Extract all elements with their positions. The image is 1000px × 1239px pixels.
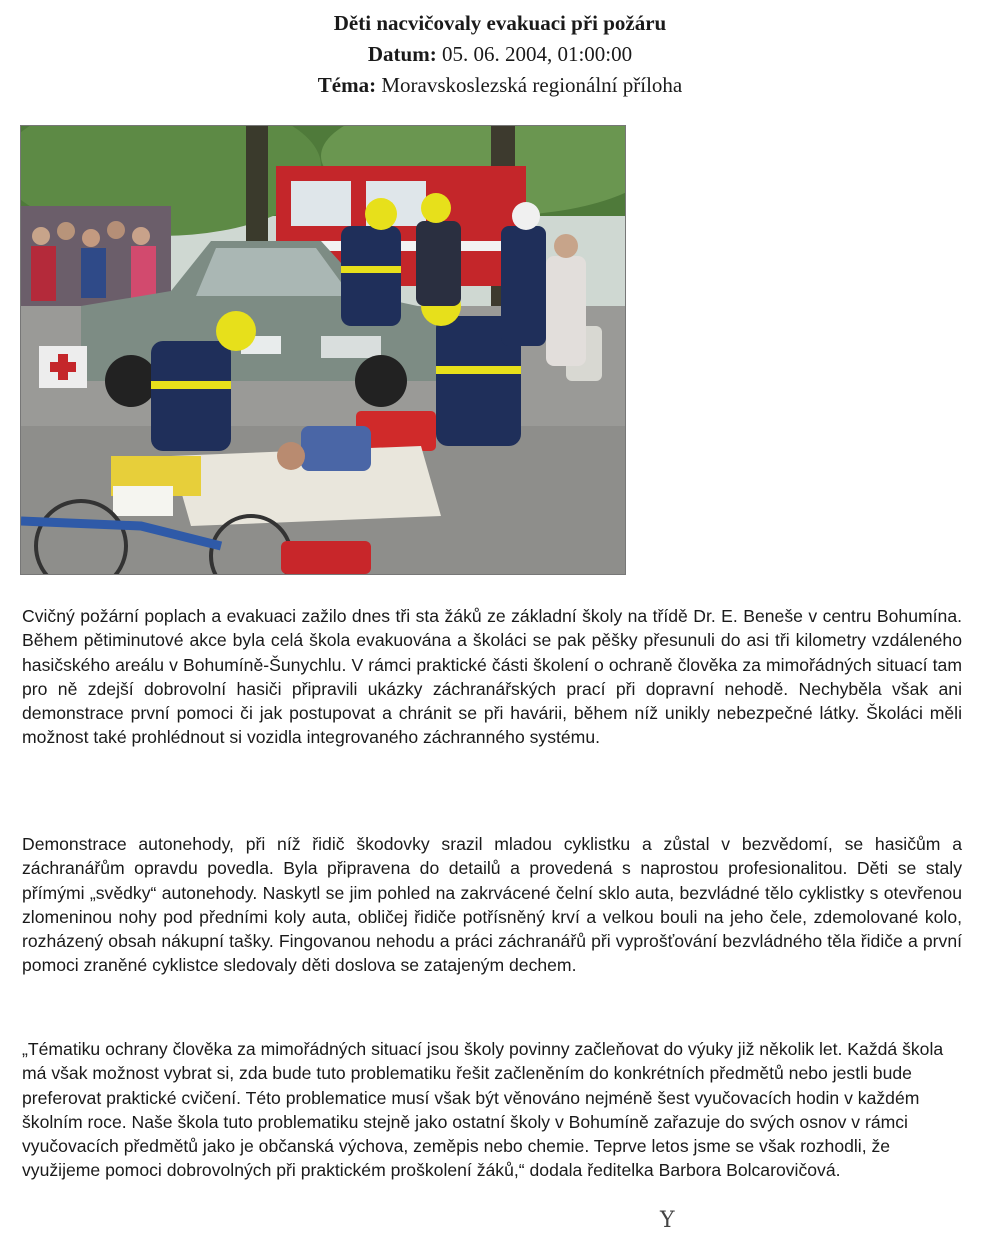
article-topic bbox=[0, 70, 1000, 101]
article-title: Děti nacvičovaly evakuaci při požáru bbox=[333, 11, 667, 35]
article-header bbox=[0, 8, 1000, 101]
date-label: Datum: bbox=[367, 42, 437, 66]
paragraph-1: Cvičný požární poplach a evakuaci zažilo dnes tři sta žáků ze základní školy na třídě Dr. E. Beneše v centru Bohumína. Během pětiminutové akce byla celá škola evakuována a školáci se pak pěšky přesunuli do asi tři kilometry vzdáleného hasičského areálu v Bohumíně-Šunychlu. V rámci praktické části školení o ochraně člověka za mimořádných situací tam pro ně zdejší dobrovolní hasiči připravili ukázky záchranářských prací při dopravní nehodě. Nechyběla však ani demonstrace první pomoci či jak postupovat a chránit se při havárii, během níž unikly nebezpečné látky. Školáci měli možnost také prohlédnout si vozidla integrovaného záchranného systému. bbox=[22, 606, 962, 748]
photo-fire-drill-icon bbox=[21, 126, 625, 574]
handwritten-mark: Y bbox=[660, 1208, 675, 1233]
topic-label: Téma: bbox=[317, 73, 377, 97]
article-photo bbox=[20, 125, 626, 575]
date-value: 05. 06. 2004, 01:00:00 bbox=[436, 42, 633, 66]
paragraph-2: Demonstrace autonehody, při níž řidič škodovky srazil mladou cyklistku a zůstal v bezvědomí, se hasičům a záchranářům opravdu povedla. Byla připravena do detailů a provedená s naprostou profesionalitou. Děti se staly přímými „svědky“ autonehody. Naskytl se jim pohled na zakrvácené čelní sklo auta, bezvládné tělo cyklistky s otevřenou zlomeninou nohy pod předními koly auta, obličej řidiče potřísněný krví a velkou bouli na jeho čele, zdemolované kolo, rozházený obsah nákupní tašky. Fingovanou nehodu a práci záchranářů při vyprošťování bezvládného těla řidiče a první pomoci zraněné cyklistce sledovaly děti doslova se zatajeným dechem. bbox=[22, 834, 962, 976]
topic-value: Moravskoslezská regionální příloha bbox=[376, 73, 683, 97]
paragraph-3: „Tématiku ochrany člověka za mimořádných situací jsou školy povinny začleňovat do výuky již několik let. Každá škola má však možnost vybrat si, zda bude tuto problematiku řešit začleněním do konkrétních předmětů nebo jestli bude preferovat praktické cvičení. Této problematice musí však být věnováno nejméně šest vyučovacích hodin v každém školním roce. Naše škola tuto problematiku stejně jako ostatní školy v Bohumíně zařazuje do svých osnov v rámci vyučovacích předmětů jako je občanská výchova, zeměpis nebo chemie. Teprve letos jsme se však rozhodli, že využijeme pomoci dobrovolných při praktickém proškolení žáků,“ dodala ředitelka Barbora Bolcarovičová. bbox=[22, 1039, 944, 1181]
article-date bbox=[0, 39, 1000, 70]
